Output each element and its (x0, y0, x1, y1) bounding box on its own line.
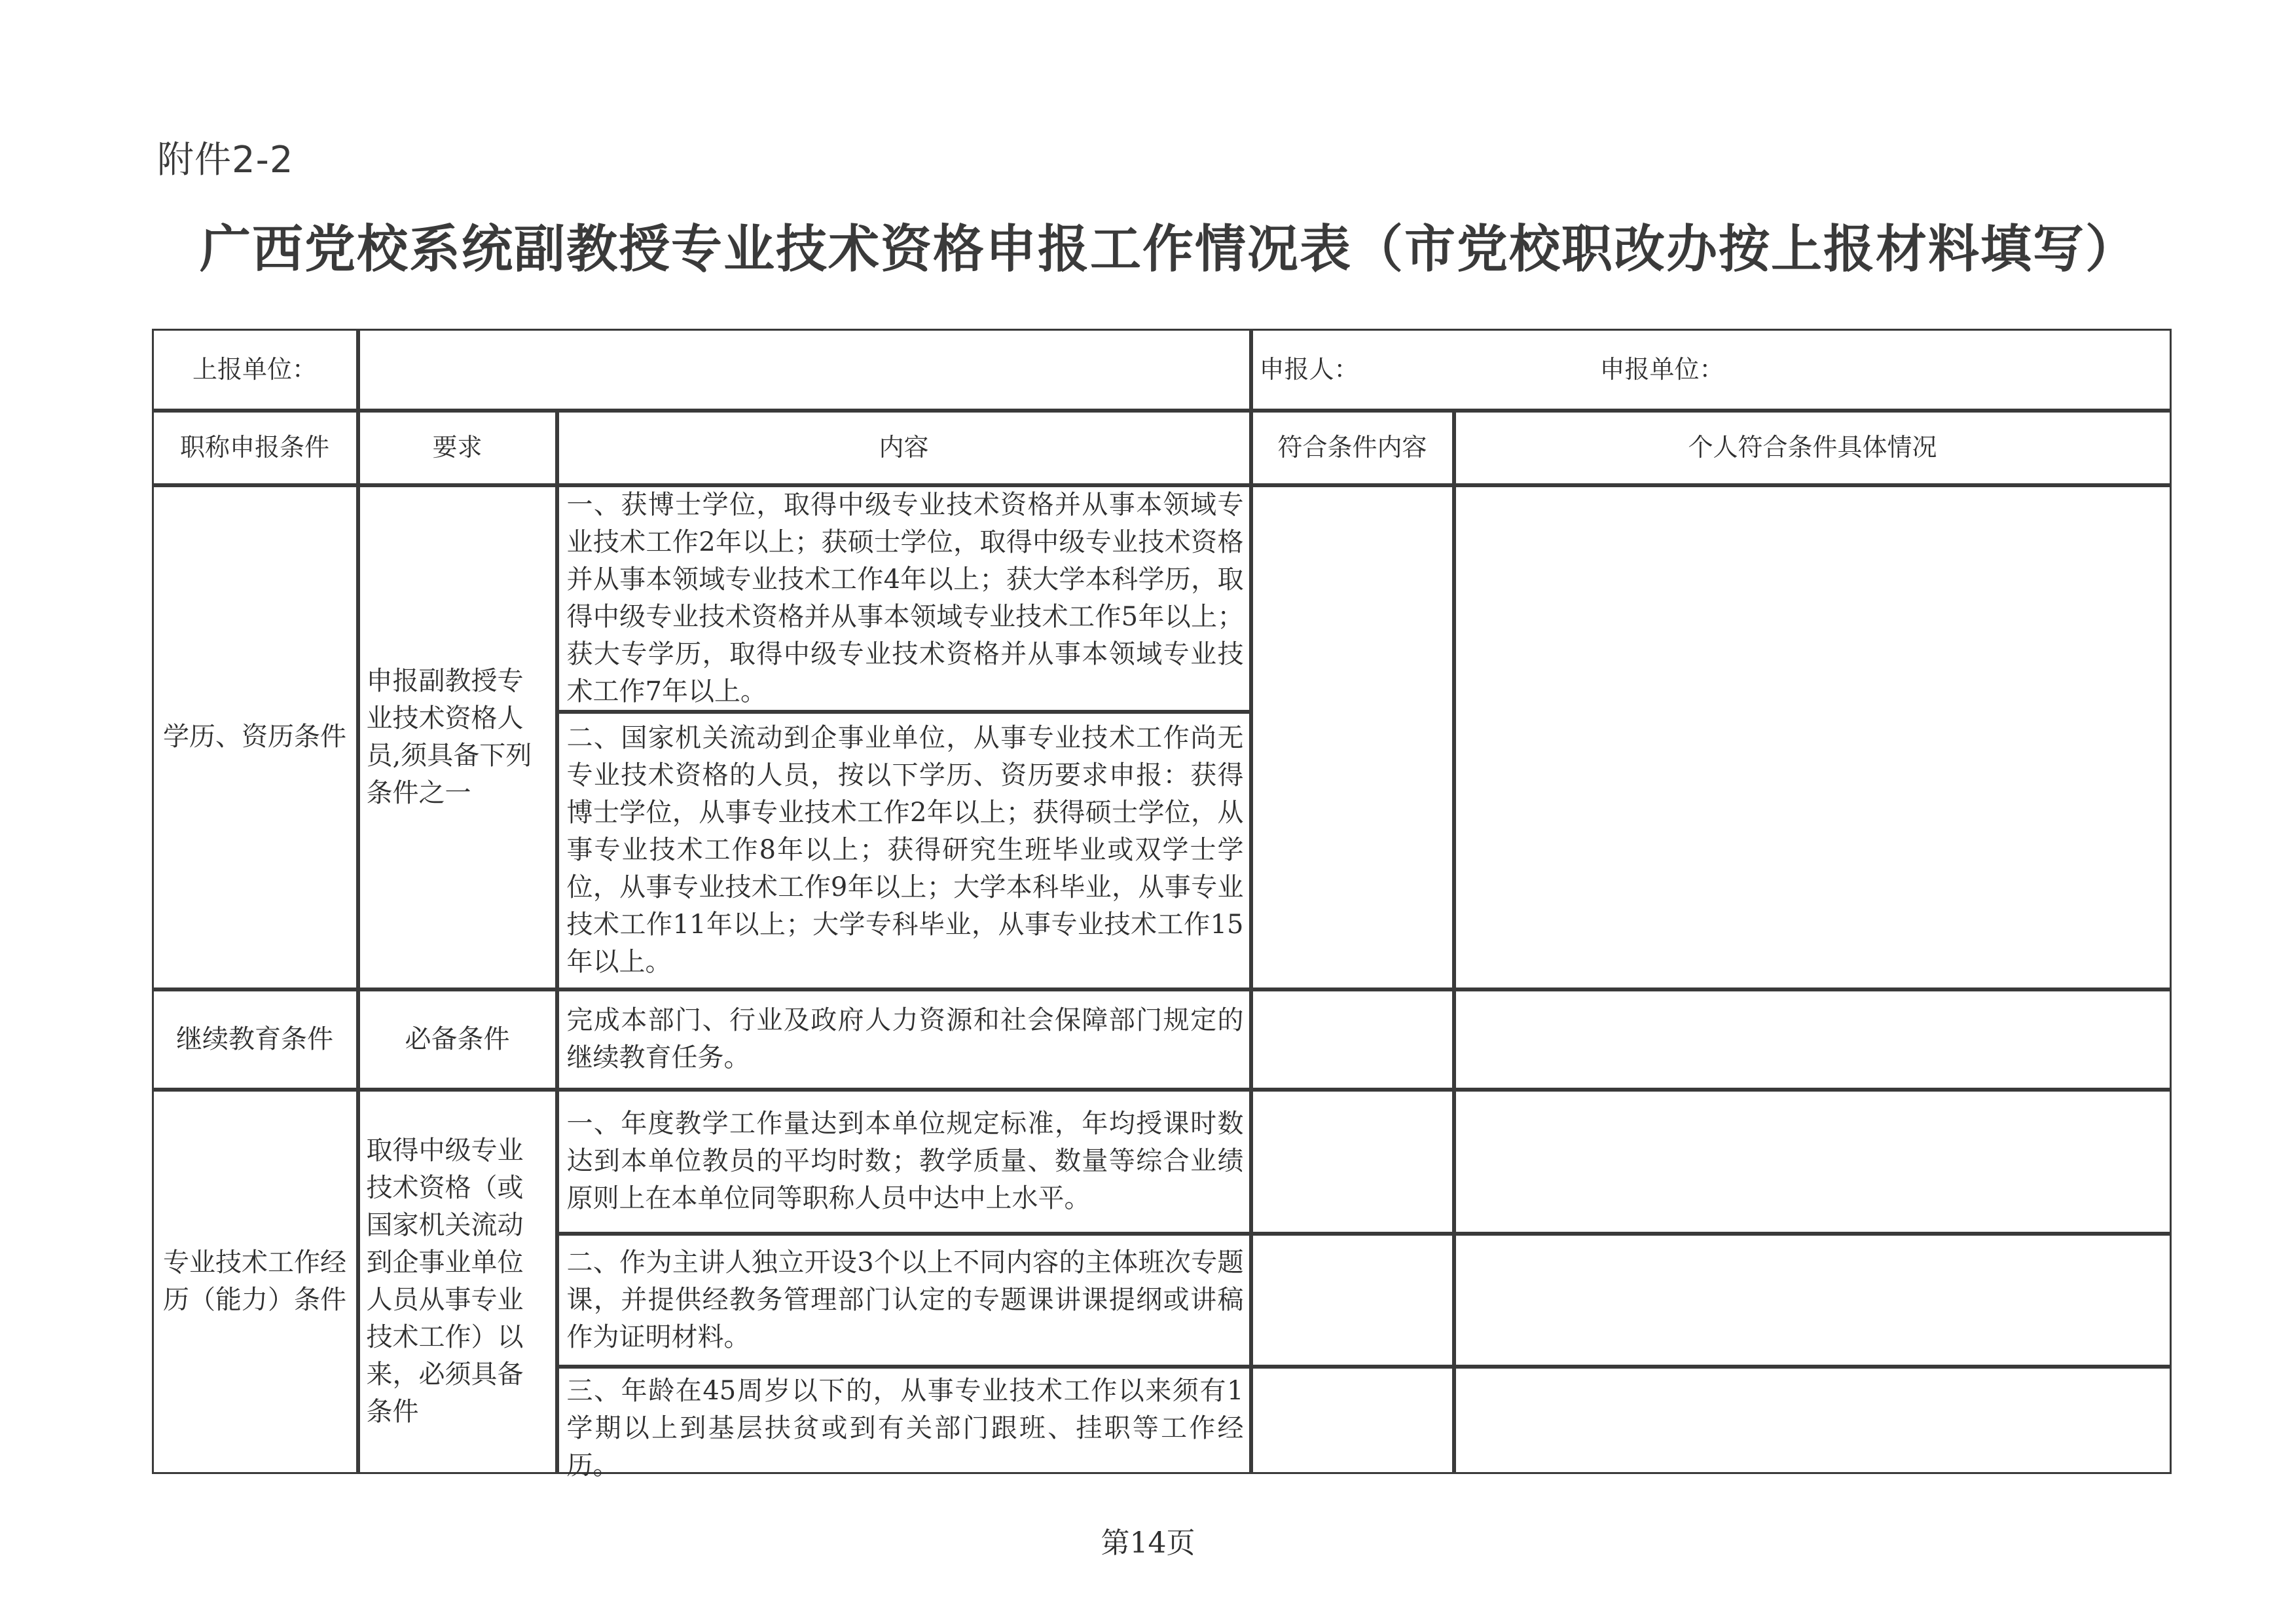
section-requirement-education: 申报副教授专业技术资格人员,须具备下列条件之一 (358, 485, 557, 989)
applicant-info-cell[interactable] (1251, 329, 2172, 411)
content-item: 三、年龄在45周岁以下的，从事专业技术工作以来须有1学期以上到基层扶贫或到有关部门跟班、挂职等工作经历。 (557, 1367, 1251, 1474)
content-item: 二、作为主讲人独立开设3个以上不同内容的主体班次专题课，并提供经教务管理部门认定的专题课讲课提纲或讲稿作为证明材料。 (557, 1234, 1251, 1367)
content-item: 一、获博士学位，取得中级专业技术资格并从事本领域专业技术工作2年以上；获硕士学位，取得中级专业技术资格并从事本领域专业技术工作4年以上；获大学本科学历，取得中级专业技术资格并从事本领域专业技术工作5年以上；获大专学历，取得中级专业技术资格并从事本领域专业技术工作7年以上。 (557, 485, 1251, 712)
content-item: 完成本部门、行业及政府人力资源和社会保障部门规定的继续教育任务。 (557, 989, 1251, 1090)
section-condition-continuing-education: 继续教育条件 (152, 989, 358, 1090)
document-title: 广西党校系统副教授专业技术资格申报工作情况表（市党校职改办按上报材料填写） (200, 220, 2138, 279)
details-field[interactable] (1454, 1367, 2172, 1474)
applicant-label: 申报人： (1259, 354, 1359, 384)
section-requirement-continuing-education: 必备条件 (358, 989, 557, 1090)
details-field[interactable] (1454, 989, 2172, 1090)
meets-field[interactable] (1251, 485, 1454, 989)
column-header-content: 内容 (557, 411, 1251, 485)
meets-field[interactable] (1251, 1367, 1454, 1474)
meets-field[interactable] (1251, 989, 1454, 1090)
column-header-meets: 符合条件内容 (1251, 411, 1454, 485)
details-field[interactable] (1454, 485, 2172, 989)
section-condition-education: 学历、资历条件 (152, 485, 358, 989)
report-unit-label-cell (152, 329, 358, 411)
attachment-label: 附件2-2 (157, 139, 294, 181)
details-field[interactable] (1454, 1234, 2172, 1367)
report-unit-field[interactable] (358, 329, 1251, 411)
column-header-condition: 职称申报条件 (152, 411, 358, 485)
meets-field[interactable] (1251, 1234, 1454, 1367)
page-number: 第14页 (1101, 1526, 1195, 1560)
content-item: 二、国家机关流动到企事业单位，从事专业技术工作尚无专业技术资格的人员，按以下学历、资历要求申报：获得博士学位，从事专业技术工作2年以上；获得硕士学位，从事专业技术工作8年以上；获得研究生班毕业或双学士学位，从事专业技术工作9年以上；大学本科毕业，从事专业技术工作11年以上；大学专科毕业，从事专业技术工作15年以上。 (557, 712, 1251, 989)
report-unit-label: 上报单位： (192, 354, 317, 384)
meets-field[interactable] (1251, 1090, 1454, 1234)
details-field[interactable] (1454, 1090, 2172, 1234)
column-header-requirement: 要求 (358, 411, 557, 485)
applicant-unit-label: 申报单位： (1599, 354, 1724, 384)
application-table (153, 329, 2172, 1481)
content-item: 一、年度教学工作量达到本单位规定标准，年均授课时数达到本单位教员的平均时数；教学质量、数量等综合业绩原则上在本单位同等职称人员中达中上水平。 (557, 1090, 1251, 1234)
section-requirement-work-experience: 取得中级专业技术资格（或国家机关流动到企事业单位人员从事专业技术工作）以来，必须具备条件 (358, 1090, 557, 1474)
section-condition-work-experience: 专业技术工作经历（能力）条件 (152, 1090, 358, 1474)
column-header-details: 个人符合条件具体情况 (1454, 411, 2172, 485)
